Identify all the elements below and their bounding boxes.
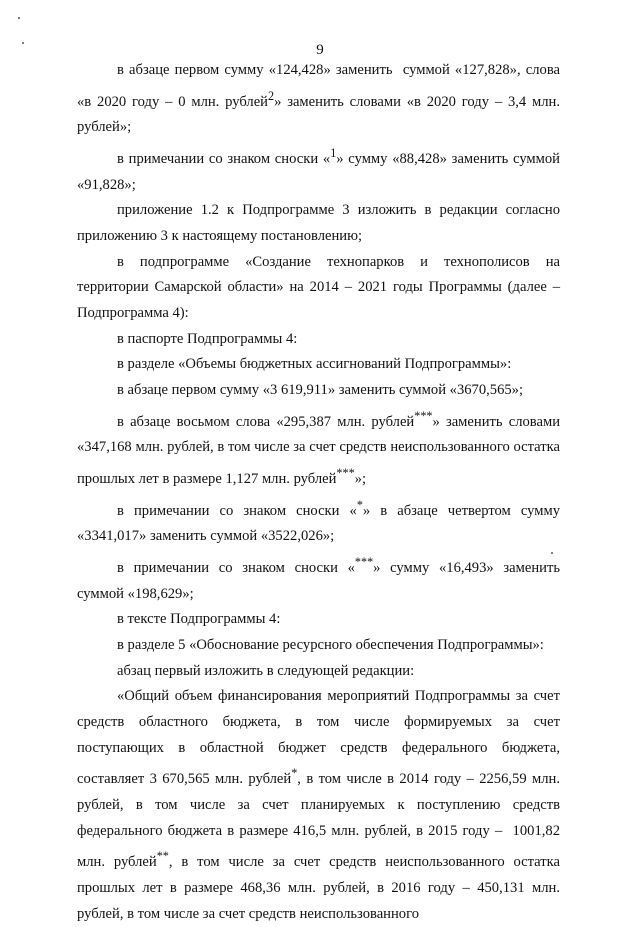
paragraph: в паспорте Подпрограммы 4: xyxy=(117,330,298,347)
paragraph: в абзаце восьмом слова «295,387 млн. рублей***» заменить словами «347,168 млн. рублей, в том числе за счет средств неиспользованного остатка прошлых лет в размере 1,127 млн. рублей***»; xyxy=(77,408,561,487)
paragraph: в примечании со знаком сноски «*» в абзаце четвертом сумму «3341,017» заменить суммой «3522,026»; xyxy=(77,497,560,545)
paragraph: в абзаце первом сумму «3 619,911» заменить суммой «3670,565»; xyxy=(117,382,524,399)
scan-speck xyxy=(18,17,20,19)
paragraph: в подпрограмме «Создание технопарков и технополисов на территории Самарской области» на 2014 – 2021 годы Программы (далее – Подпрограмма 4): xyxy=(77,253,560,322)
paragraph: в примечании со знаком сноски «***» сумму «16,493» заменить суммой «198,629»; xyxy=(77,554,560,602)
paragraph: в разделе 5 «Обоснование ресурсного обеспечения Подпрограммы»: xyxy=(117,636,544,653)
document-body xyxy=(77,58,560,927)
paragraph: в абзаце первом сумму «124,428» заменить суммой «127,828», слова «в 2020 году – 0 млн. рублей$^2$» заменить словами «в 2020 году – 3,4 млн. рублей»; xyxy=(77,62,560,136)
paragraph: в разделе «Объемы бюджетных ассигнований Подпрограммы»: xyxy=(117,356,512,373)
paragraph: в примечании со знаком сноски «$^1$» сумму «88,428» заменить суммой «91,828»; xyxy=(77,145,560,193)
paragraph: в тексте Подпрограммы 4: xyxy=(117,611,281,628)
paragraph: «Общий объем финансирования мероприятий Подпрограммы за счет средств областного бюджета, в том числе формируемых за счет поступающих в областной бюджет средств федерального бюджета, составляет 3 670,565 млн. рублей*, в том числе в 2014 году – 2256,59 млн. рублей, в том числе за счет планируемых к поступлению средств федерального бюджета в размере 416,5 млн. рублей, в 2015 году – 1001,82 млн. рублей**, в том числе за счет средств неиспользованного остатка прошлых лет в размере 468,36 млн. рублей, в 2016 году – 450,131 млн. рублей, в том числе за счет средств неиспользованного xyxy=(77,688,561,922)
page-number: 9 xyxy=(316,42,324,58)
paragraph: абзац первый изложить в следующей редакции: xyxy=(117,662,415,679)
paragraph: приложение 1.2 к Подпрограмме 3 изложить в редакции согласно приложению 3 к настоящему постановлению; xyxy=(77,202,560,244)
